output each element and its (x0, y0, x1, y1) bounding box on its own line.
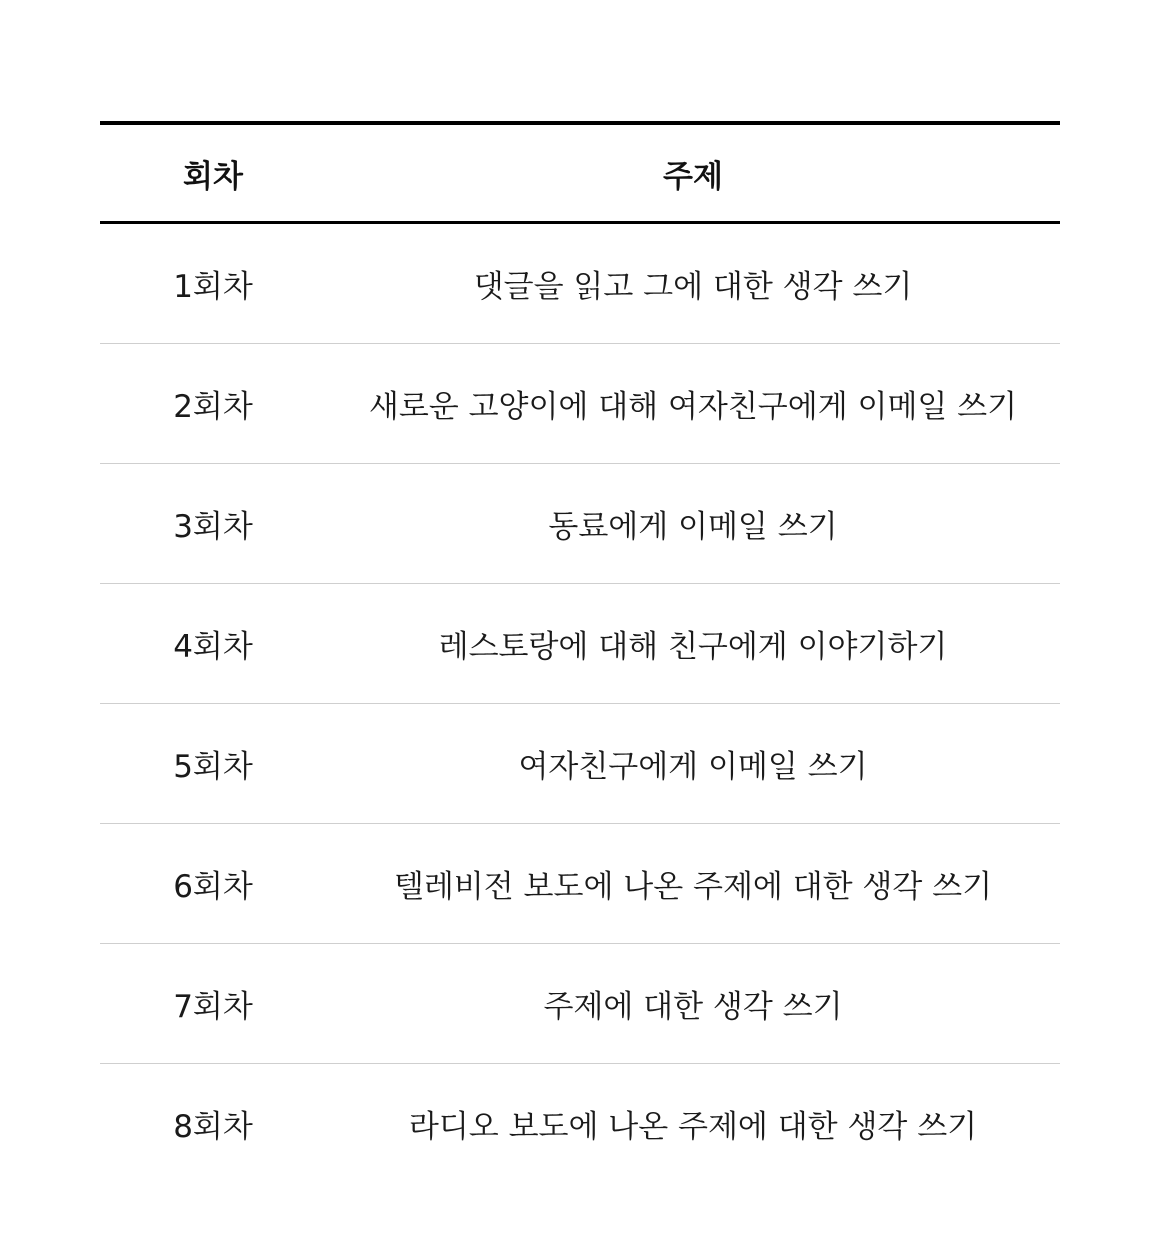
session-cell: 5회차 (173, 749, 253, 785)
topic-cell: 주제에 대한 생각 쓰기 (543, 989, 843, 1025)
session-cell: 8회차 (173, 1109, 253, 1145)
session-cell: 2회차 (173, 389, 253, 425)
session-cell: 7회차 (173, 989, 253, 1025)
table-row (100, 1064, 1060, 1183)
table-row (100, 464, 1060, 584)
session-cell: 6회차 (173, 869, 253, 905)
table-row (100, 944, 1060, 1064)
table-header-row (100, 125, 1060, 224)
session-cell: 3회차 (173, 509, 253, 545)
topic-cell: 동료에게 이메일 쓰기 (548, 509, 838, 545)
topic-cell: 여자친구에게 이메일 쓰기 (518, 749, 868, 785)
header-topic: 주제 (663, 158, 723, 195)
topic-cell: 레스토랑에 대해 친구에게 이야기하기 (438, 629, 948, 665)
table-row (100, 344, 1060, 464)
session-cell: 1회차 (173, 269, 253, 305)
schedule-table (100, 121, 1060, 1183)
topic-cell: 댓글을 읽고 그에 대한 생각 쓰기 (473, 269, 913, 305)
header-session: 회차 (183, 158, 243, 195)
topic-cell: 텔레비전 보도에 나온 주제에 대한 생각 쓰기 (393, 869, 993, 905)
table-row (100, 224, 1060, 344)
topic-cell: 라디오 보도에 나온 주제에 대한 생각 쓰기 (408, 1109, 978, 1145)
table-row (100, 704, 1060, 824)
table-row (100, 584, 1060, 704)
session-cell: 4회차 (173, 629, 253, 665)
table-row (100, 824, 1060, 944)
topic-cell: 새로운 고양이에 대해 여자친구에게 이메일 쓰기 (368, 389, 1018, 425)
